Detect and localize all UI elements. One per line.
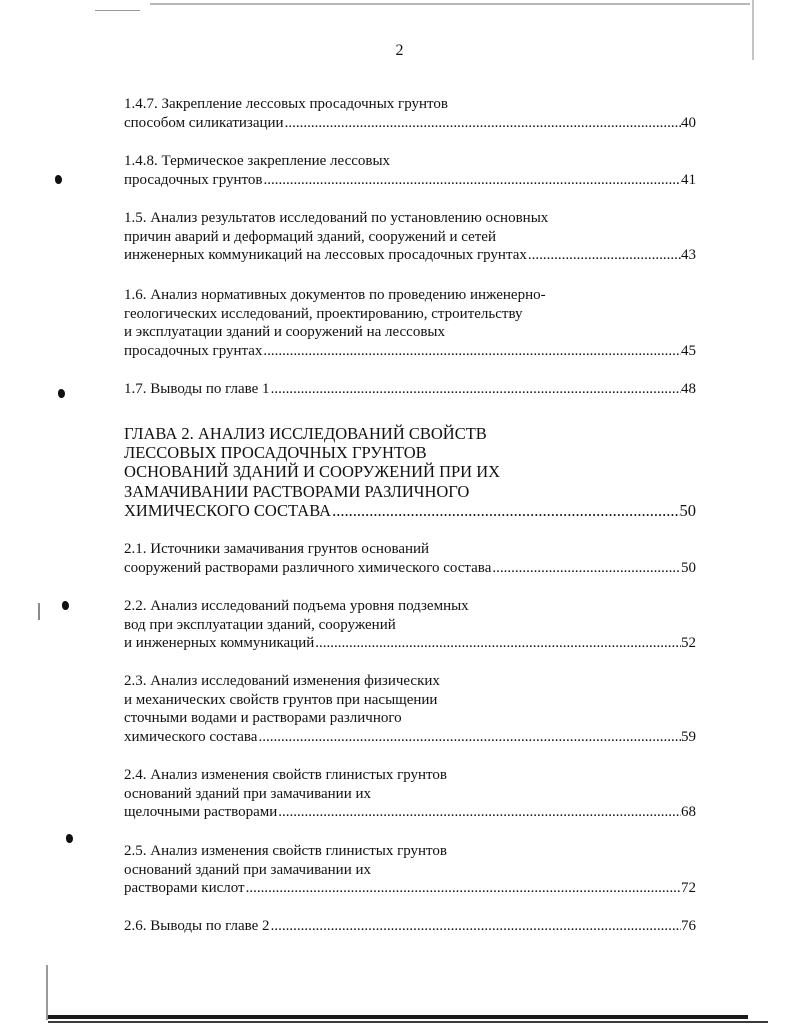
toc-page-number: 45 <box>681 342 696 359</box>
toc-line: 2.6. Выводы по главе 2 <box>124 918 270 934</box>
toc-entry-1-4-7 <box>124 95 696 132</box>
punch-hole-mark <box>62 601 69 610</box>
toc-line: 2.5. Анализ изменения свойств глинистых грунтов <box>124 843 447 859</box>
dot-leader <box>277 803 681 822</box>
toc-line: растворами кислот <box>124 880 245 897</box>
toc-last-line <box>124 879 696 898</box>
toc-page-number: 41 <box>681 171 696 188</box>
toc-entry-2-6 <box>124 917 696 936</box>
toc-last-line <box>124 559 696 578</box>
scan-edge-top-shadow <box>150 3 750 5</box>
toc-line: и инженерных коммуникаций <box>124 635 315 652</box>
dot-leader <box>270 917 681 936</box>
toc-page-number: 76 <box>681 918 696 934</box>
toc-entry-1-4-8 <box>124 152 696 189</box>
toc-entry-chapter-2 <box>124 424 696 520</box>
toc-line: сооружений растворами различного химического состава <box>124 559 492 576</box>
toc-last-line <box>124 634 696 653</box>
toc-line: 2.1. Источники замачивания грунтов оснований <box>124 541 430 557</box>
toc-entry-2-5 <box>124 842 696 898</box>
toc-page-number: 68 <box>681 804 696 821</box>
toc-line: геологических исследований, проектированию, строительству <box>124 305 523 322</box>
toc-line: 2.4. Анализ изменения свойств глинистых грунтов <box>124 767 447 783</box>
toc-last-line <box>124 342 696 361</box>
toc-line: ЛЕССОВЫХ ПРОСАДОЧНЫХ ГРУНТОВ <box>124 443 427 463</box>
scan-edge-left <box>46 965 48 1020</box>
toc-last-line <box>124 501 696 520</box>
toc-line: просадочных грунтах <box>124 342 263 359</box>
toc-page-number: 72 <box>681 880 696 897</box>
toc-line: ГЛАВА 2. АНАЛИЗ ИССЛЕДОВАНИЙ СВОЙСТВ <box>124 424 487 443</box>
toc-line: 2.2. Анализ исследований подъема уровня подземных <box>124 598 469 614</box>
toc-line: причин аварий и деформаций зданий, сооружений и сетей <box>124 228 496 245</box>
toc-line: оснований зданий при замачивании их <box>124 785 372 802</box>
toc-page-number: 50 <box>679 500 696 520</box>
toc-entry-1-7 <box>124 380 696 399</box>
toc-page-number: 59 <box>681 728 696 745</box>
dot-leader <box>270 380 681 399</box>
dot-leader <box>262 342 681 361</box>
toc-entry-1-5 <box>124 209 696 265</box>
toc-last-line <box>124 917 696 936</box>
toc-page-number: 48 <box>681 381 696 397</box>
page-number: 2 <box>395 42 404 59</box>
scan-edge-bottom <box>48 1015 748 1019</box>
toc-line: 1.6. Анализ нормативных документов по проведению инженерно- <box>124 287 546 303</box>
toc-last-line <box>124 114 696 133</box>
dot-leader <box>257 728 681 747</box>
toc-line: 1.4.8. Термическое закрепление лессовых <box>124 153 391 169</box>
toc-line: 2.3. Анализ исследований изменения физических <box>124 673 440 689</box>
margin-tick-mark <box>38 603 40 620</box>
punch-hole-mark <box>55 175 62 184</box>
toc-page-number: 40 <box>681 114 696 131</box>
dot-leader <box>262 171 681 190</box>
toc-line: сточными водами и растворами различного <box>124 710 402 727</box>
toc-entry-2-3 <box>124 672 696 746</box>
toc-last-line <box>124 171 696 190</box>
toc-line: ХИМИЧЕСКОГО СОСТАВА <box>124 500 332 520</box>
toc-page-number: 50 <box>681 559 696 576</box>
toc-page-number: 52 <box>681 635 696 652</box>
toc-line: ЗАМАЧИВАНИИ РАСТВОРАМИ РАЗЛИЧНОГО <box>124 481 470 501</box>
toc-last-line <box>124 380 696 399</box>
dot-leader <box>527 246 681 265</box>
toc-line: химического состава <box>124 728 258 745</box>
toc-entry-1-6 <box>124 286 696 360</box>
toc-entry-2-2 <box>124 597 696 653</box>
dot-leader <box>314 634 681 653</box>
toc-line: оснований зданий при замачивании их <box>124 861 372 878</box>
dot-leader <box>331 501 679 520</box>
dot-leader <box>245 879 681 898</box>
punch-hole-mark <box>66 834 73 843</box>
toc-last-line <box>124 246 696 265</box>
toc-last-line <box>124 728 696 747</box>
toc-line: просадочных грунтов <box>124 171 263 188</box>
toc-line: 1.4.7. Закрепление лессовых просадочных грунтов <box>124 96 448 112</box>
toc-entry-2-1 <box>124 540 696 577</box>
toc-line: 1.7. Выводы по главе 1 <box>124 381 270 397</box>
dot-leader <box>284 114 681 133</box>
dot-leader <box>491 559 681 578</box>
toc-last-line <box>124 803 696 822</box>
toc-page-number: 43 <box>681 247 696 264</box>
toc-entry-2-4 <box>124 766 696 822</box>
toc-line: вод при эксплуатации зданий, сооружений <box>124 616 396 633</box>
toc-line: инженерных коммуникаций на лессовых просадочных грунтах <box>124 247 527 264</box>
punch-hole-mark <box>58 389 65 398</box>
toc-line: способом силикатизации <box>124 114 284 131</box>
scan-edge-top <box>95 10 140 11</box>
toc-line: щелочными растворами <box>124 804 278 821</box>
toc-line: и механических свойств грунтов при насыщении <box>124 691 438 708</box>
toc-line: 1.5. Анализ результатов исследований по установлению основных <box>124 210 549 226</box>
toc-line: ОСНОВАНИЙ ЗДАНИЙ И СООРУЖЕНИЙ ПРИ ИХ <box>124 462 501 482</box>
toc-line: и эксплуатации зданий и сооружений на лессовых <box>124 324 445 341</box>
scan-edge-bottom-shadow <box>48 1021 768 1023</box>
